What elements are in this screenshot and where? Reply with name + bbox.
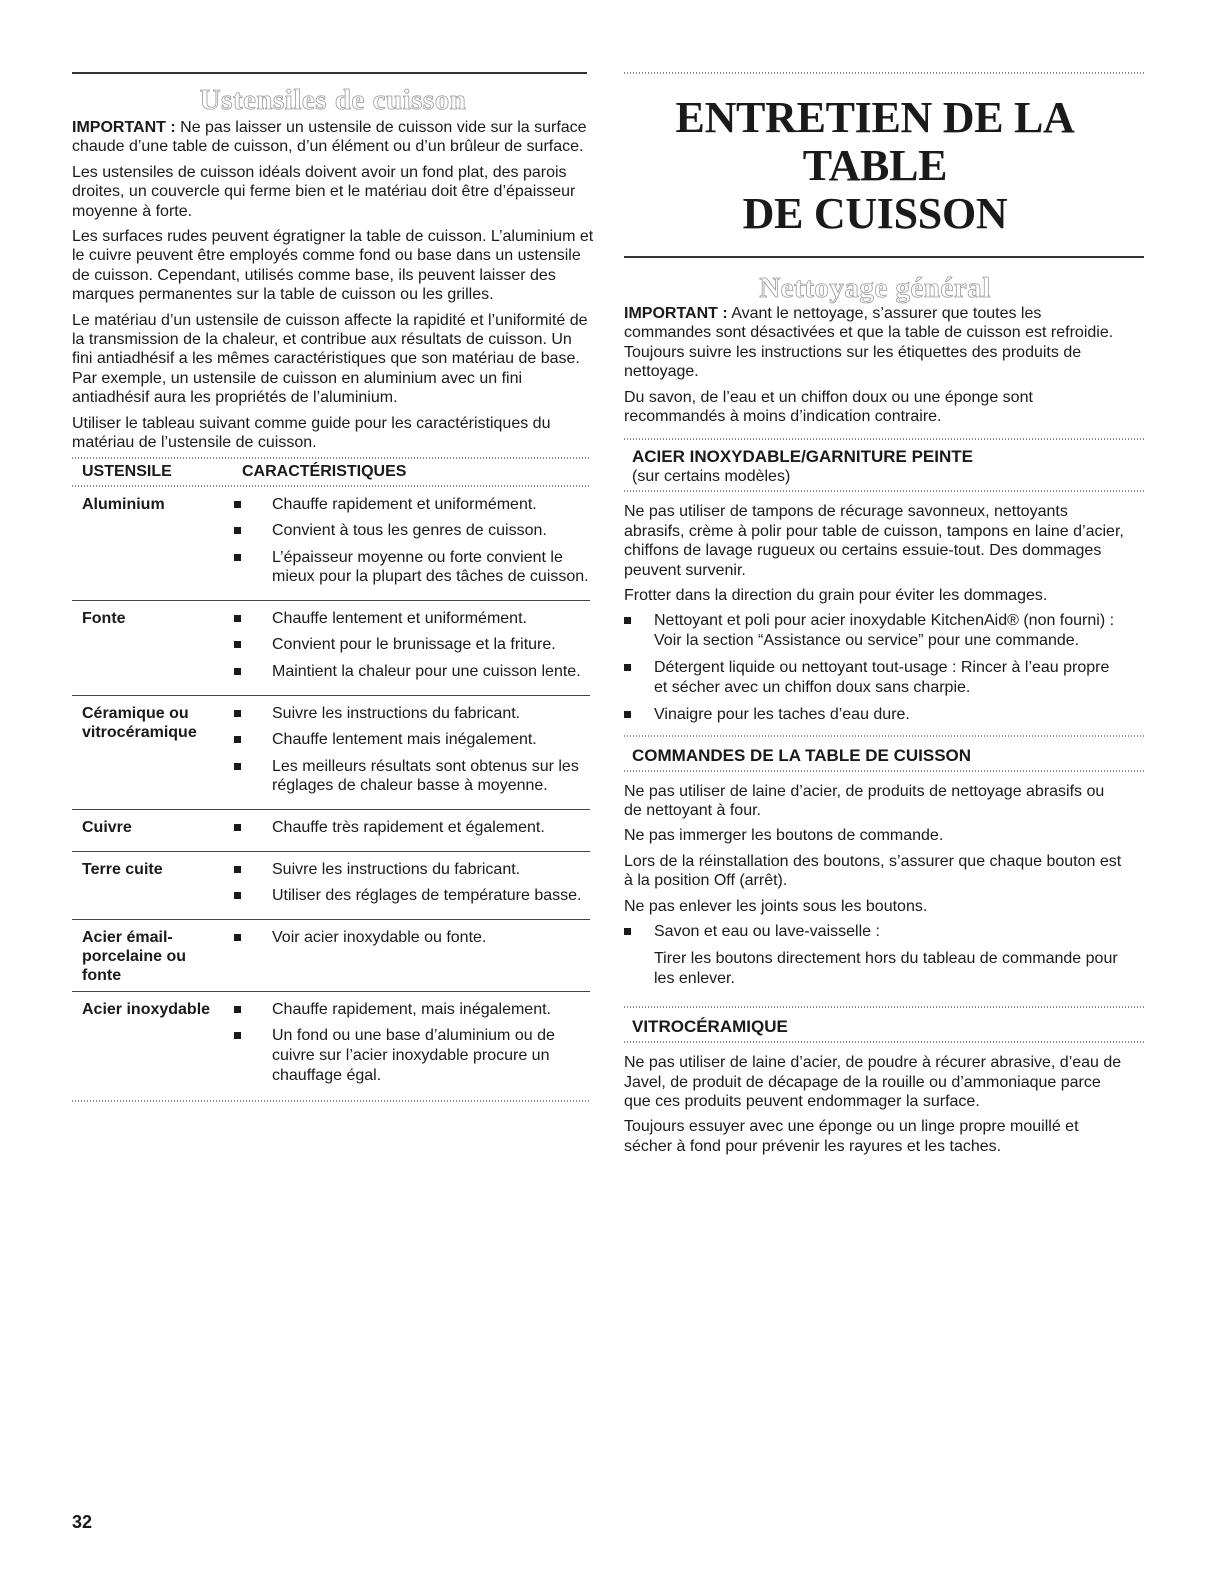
list-item: Nettoyant et poli pour acier inoxydable KitchenAid® (non fourni) : Voir la section “Assistance ou service” pour une commande.: [624, 611, 1126, 650]
knob-list: [624, 922, 1126, 941]
cookware-name: Cuivre: [82, 819, 132, 837]
characteristics-list: [228, 704, 590, 803]
page-title-line2: DE CUISSON: [742, 189, 1008, 238]
characteristic-item: Chauffe lentement et uniformément.: [228, 609, 590, 629]
important-paragraph: [72, 118, 594, 157]
characteristic-item: Chauffe rapidement, mais inégalement.: [228, 1000, 590, 1020]
table-row: [72, 851, 590, 919]
subsection-note: (sur certains modèles): [632, 468, 791, 486]
column-header-caracteristiques: CARACTÉRISTIQUES: [242, 462, 407, 480]
cookware-name: Terre cuite: [82, 860, 163, 878]
characteristic-item: Un fond ou une base d’aluminium ou de cuivre sur l’acier inoxydable procure un chauffage égal.: [228, 1026, 590, 1085]
paragraph: Le matériau d’un ustensile de cuisson affecte la rapidité et l’uniformité de la transmission de la chaleur, et contribue aux résultats de cuisson. Un fini antiadhésif a les mêmes caractéristiques que son matériau de base. Par exemple, un ustensile de cuisson en aluminium avec un fini antiadhésif aura les propriétés de l’aluminium.: [72, 311, 588, 407]
section-rule: [624, 1041, 1144, 1043]
paragraph: Lors de la réinstallation des boutons, s’assurer que chaque bouton est à la position Off (arrêt).: [624, 852, 1122, 890]
page-number: 32: [72, 1512, 93, 1532]
characteristics-list: [228, 1000, 590, 1092]
paragraph: Ne pas utiliser de tampons de récurage savonneux, nettoyants abrasifs, crème à polir pour table de cuisson, tampons en laine d’acier, chiffons de lavage rugueux ou certains essuie-tout. Des dommages peuvent survenir.: [624, 503, 1124, 579]
important-label: IMPORTANT :: [624, 305, 728, 322]
section-rule: [624, 1006, 1144, 1008]
section-rule: [624, 490, 1144, 492]
characteristics-list: [228, 928, 590, 985]
paragraph: Utiliser le tableau suivant comme guide pour les caractéristiques du matériau de l’ustensile de cuisson.: [72, 414, 551, 452]
table-row: [72, 809, 590, 851]
section-heading-ustensiles: Ustensiles de cuisson: [199, 84, 467, 116]
paragraph: Toujours essuyer avec une éponge ou un linge propre mouillé et sécher à fond pour prévenir les rayures et les taches.: [624, 1118, 1079, 1155]
cookware-name: Aluminium: [82, 495, 165, 513]
section-heading-nettoyage: Nettoyage général: [759, 272, 991, 304]
cleaning-list: [624, 611, 1126, 724]
characteristic-item: Les meilleurs résultats sont obtenus sur les réglages de chaleur basse à moyenne.: [228, 757, 590, 796]
subsection-title-acier: ACIER INOXYDABLE/GARNITURE PEINTE: [632, 447, 973, 467]
characteristic-item: L’épaisseur moyenne ou forte convient le mieux pour la plupart des tâches de cuisson.: [228, 548, 590, 587]
characteristic-item: Chauffe très rapidement et également.: [228, 818, 590, 838]
cookware-name: Céramique ou vitrocéramique: [82, 704, 197, 741]
table-row: [72, 991, 590, 1098]
paragraph: Ne pas utiliser de laine d’acier, de poudre à récurer abrasive, d’eau de Javel, de produit de décapage de la rouille ou d’ammoniaque parce que ces produits peuvent endommager la surface.: [624, 1054, 1122, 1110]
table-row: [72, 600, 590, 695]
characteristic-item: Convient à tous les genres de cuisson.: [228, 521, 590, 541]
important-text: Ne pas laisser un ustensile de cuisson vide sur la surface chaude d’une table de cuisson, d’un élément ou d’un brûleur de surface.: [72, 119, 587, 156]
section-rule: [624, 438, 1144, 440]
paragraph: Ne pas immerger les boutons de commande.: [624, 827, 944, 845]
left-column: [72, 0, 594, 1102]
characteristic-item: Convient pour le brunissage et la friture.: [228, 635, 590, 655]
subsection-title-vitroceramique: VITROCÉRAMIQUE: [632, 1017, 788, 1037]
characteristic-item: Utiliser des réglages de température basse.: [228, 886, 590, 906]
table-row: [72, 487, 590, 600]
table-row: [72, 695, 590, 809]
characteristics-list: [228, 495, 590, 594]
characteristic-item: Voir acier inoxydable ou fonte.: [228, 928, 590, 948]
section-rule: [624, 770, 1144, 772]
list-item-detail: Tirer les boutons directement hors du tableau de commande pour les enlever.: [654, 950, 1118, 987]
subsection-title-commandes: COMMANDES DE LA TABLE DE CUISSON: [632, 745, 972, 765]
characteristics-list: [228, 609, 590, 689]
paragraph: Ne pas utiliser de laine d’acier, de produits de nettoyage abrasifs ou de nettoyant à four.: [624, 782, 1105, 819]
characteristic-item: Chauffe rapidement et uniformément.: [228, 495, 590, 515]
paragraph: Les ustensiles de cuisson idéals doivent avoir un fond plat, des parois droites, un couvercle qui ferme bien et le matériau doit être d’épaisseur moyenne à forte.: [72, 163, 576, 220]
table-row: [72, 919, 590, 991]
page-title-line1: ENTRETIEN DE LA TABLE: [675, 93, 1075, 190]
characteristics-list: [228, 860, 590, 913]
table-bottom-rule: [72, 1100, 590, 1102]
cookware-table: [72, 457, 590, 1103]
characteristic-item: Suivre les instructions du fabricant.: [228, 860, 590, 880]
paragraph: Ne pas enlever les joints sous les boutons.: [624, 897, 928, 915]
characteristics-list: [228, 818, 590, 845]
characteristic-item: Maintient la chaleur pour une cuisson lente.: [228, 662, 590, 682]
important-text: Avant le nettoyage, s’assurer que toutes les commandes sont désactivées et que la table de cuisson est refroidie. Toujours suivre les instructions sur les étiquettes des produits de nettoyage.: [624, 305, 1114, 381]
important-label: IMPORTANT :: [72, 119, 176, 136]
column-header-ustensile: USTENSILE: [82, 462, 172, 480]
paragraph: Les surfaces rudes peuvent égratigner la table de cuisson. L’aluminium et le cuivre peuvent être employés comme fond ou base dans un ustensile de cuisson. Cependant, utilisés comme base, ils peuvent laisser des marques permanentes sur la table de cuisson ou les grilles.: [72, 228, 594, 304]
list-item: Vinaigre pour les taches d’eau dure.: [624, 705, 1126, 724]
list-item: Détergent liquide ou nettoyant tout-usage : Rincer à l’eau propre et sécher avec un chiffon doux sans charpie.: [624, 658, 1126, 697]
characteristic-item: Suivre les instructions du fabricant.: [228, 704, 590, 724]
paragraph: Frotter dans la direction du grain pour éviter les dommages.: [624, 587, 1048, 605]
cookware-name: Acier émail-porcelaine ou fonte: [82, 928, 187, 984]
table-body: [72, 487, 590, 1099]
page-title: [624, 94, 1126, 238]
table-header: [72, 459, 590, 485]
cookware-name: Acier inoxydable: [82, 1000, 211, 1018]
right-column: [624, 0, 1126, 1162]
important-paragraph: [624, 304, 1126, 382]
paragraph: Du savon, de l’eau et un chiffon doux ou une éponge sont recommandés à moins d’indication contraire.: [624, 388, 1033, 426]
cookware-name: Fonte: [82, 609, 126, 627]
section-rule: [624, 735, 1144, 737]
list-item: Savon et eau ou lave-vaisselle :: [624, 922, 1126, 941]
characteristic-item: Chauffe lentement mais inégalement.: [228, 730, 590, 750]
